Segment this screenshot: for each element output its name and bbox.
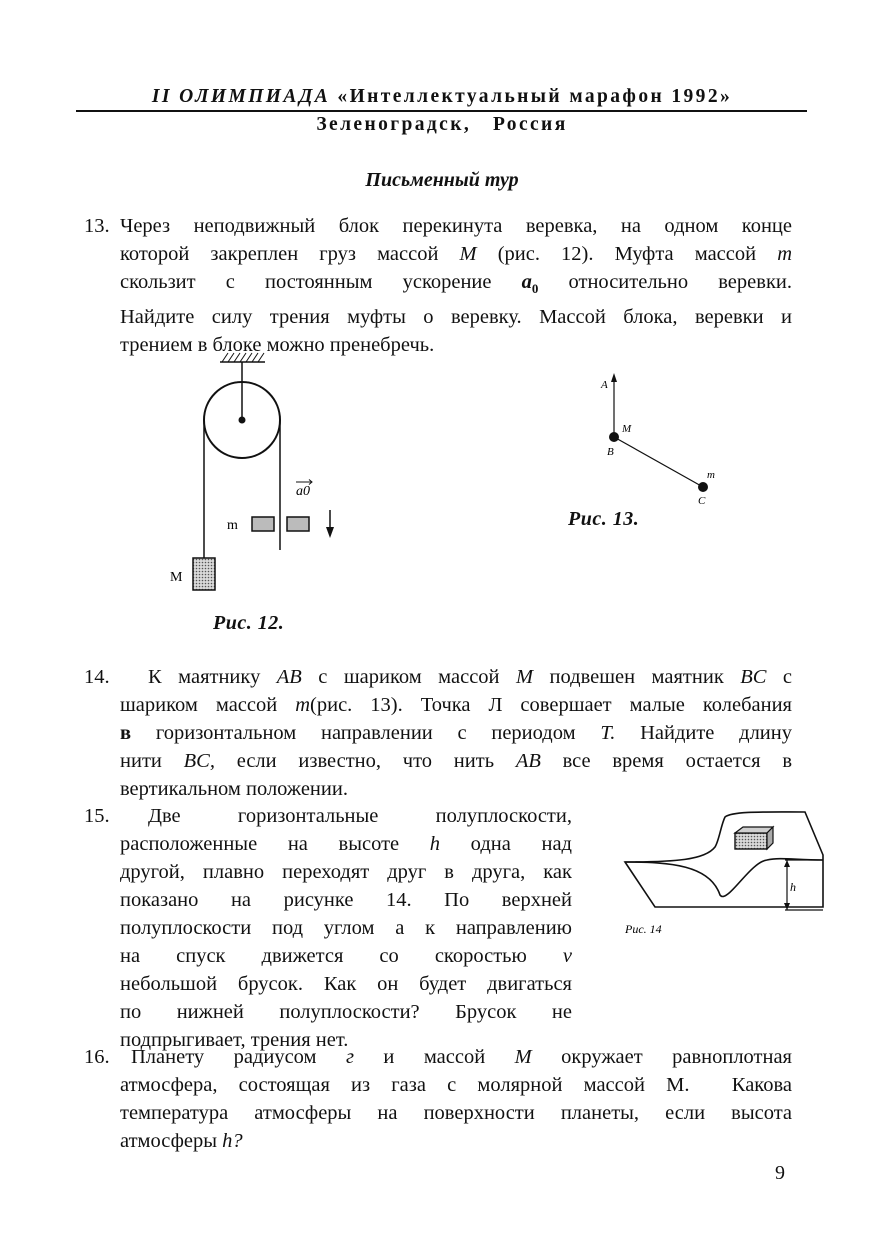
problem-16-number: 16. [84,1046,110,1068]
problem-15-line-5: полуплоскости под углом а к направлению [120,917,572,939]
label-a0: a0 [296,484,310,499]
problem-15-line-9: подпрыгивает, трения нет. [120,1029,349,1051]
problem-15-line-1: Две горизонтальные полуплоскости, [148,805,572,827]
label-M13: M [622,423,632,435]
problem-14-line-5: вертикальном положении. [120,778,348,800]
figure-12-pulley [150,345,350,595]
problem-15-line-7: небольшой брусок. Как он будет двигаться [120,973,572,995]
problem-16-text [120,1043,792,1155]
ball-B [609,432,619,442]
acceleration-label [296,480,312,500]
location [78,114,806,136]
thread-AB-arrow [611,373,617,382]
problem-15-number: 15. [84,805,110,827]
figure-13-caption: Рис. 13. [568,508,640,530]
problem-15-text [120,802,572,1054]
muff-right-part [287,517,309,531]
label-M: M [170,570,183,585]
marathon-name: «Интеллектуальный марафон 1992» [337,86,733,107]
figure-13-pendulum [590,365,730,515]
problem-15-line-6: на спуск движется со скоростью v [120,945,572,967]
ball-C [698,482,708,492]
problem-13-number: 13. [84,215,110,237]
problem-15-line-4: показано на рисунке 14. По верхней [120,889,572,911]
problem-14-line-3: в горизонтальном направлении с периодом T. Найдите длину [120,722,792,744]
location-text: Зеленоградск, Россия [316,114,568,135]
problem-16-line-3: температура атмосферы на поверхности планеты, если высота [120,1102,792,1124]
figure-12-caption: Рис. 12. [213,612,285,634]
ceiling-hatch [220,353,265,362]
pulley-axle [239,417,246,424]
problem-14-line-4: нити BC, если известно, что нить AB все время остается в [120,750,793,772]
muff-left-part [252,517,274,531]
problem-15-line-2: расположенные на высоте h одна над [120,833,572,855]
acceleration-arrowhead [326,527,334,538]
label-m13: m [707,469,715,481]
problem-16-line-1: Планету радиусом г и массой M окружает равноплотная [131,1046,792,1068]
header-rule [76,110,807,112]
problem-15-line-8: по нижней полуплоскости? Брусок не [120,1001,572,1023]
problem-16-line-4: атмосферы h? [120,1130,243,1152]
page-number: 9 [775,1162,785,1184]
label-h: h [790,880,796,894]
olympiad-name: II ОЛИМПИАДА [151,86,331,107]
thread-BC [614,437,703,487]
problem-13-line-4: Найдите силу трения муфты о веревку. Массой блока, веревки и [120,306,792,329]
problem-14-number: 14. [84,666,110,688]
problem-14-line-1: К маятнику AB с шариком массой M подвешен маятник BC с [148,666,793,688]
olympiad-title [78,86,806,108]
small-block [735,827,773,849]
problem-13-line-2: которой закреплен груз массой M (рис. 12). Муфта массой m [120,243,792,265]
problem-15-line-3: другой, плавно переходят друг в друга, как [120,861,572,883]
problem-13-line-5: трением в блоке можно пренебречь. [120,334,435,357]
label-A: A [601,379,608,391]
problem-16-line-2: атмосфера, состоящая из газа с молярной массой М. Какова [120,1074,792,1096]
figure-14-step [615,805,835,945]
label-m: m [227,518,238,533]
problem-14-line-2: шариком массой m(рис. 13). Точка Л совершает малые колебания [120,694,792,716]
problem-14-text [120,663,792,803]
section-title: Письменный тур [365,169,519,191]
problem-13-text [120,212,792,359]
label-C: C [698,495,706,507]
figure-14-caption: Рис. 14 [625,922,662,936]
problem-13-line-3: скользит с постоянным ускорение $a_0$ относительно веревки. [120,271,792,297]
problem-13-line-1: Через неподвижный блок перекинута веревка, на одном конце [120,215,792,237]
mass-M-block [193,558,215,590]
height-arrowhead-top [784,860,790,867]
label-B: B [607,446,614,458]
